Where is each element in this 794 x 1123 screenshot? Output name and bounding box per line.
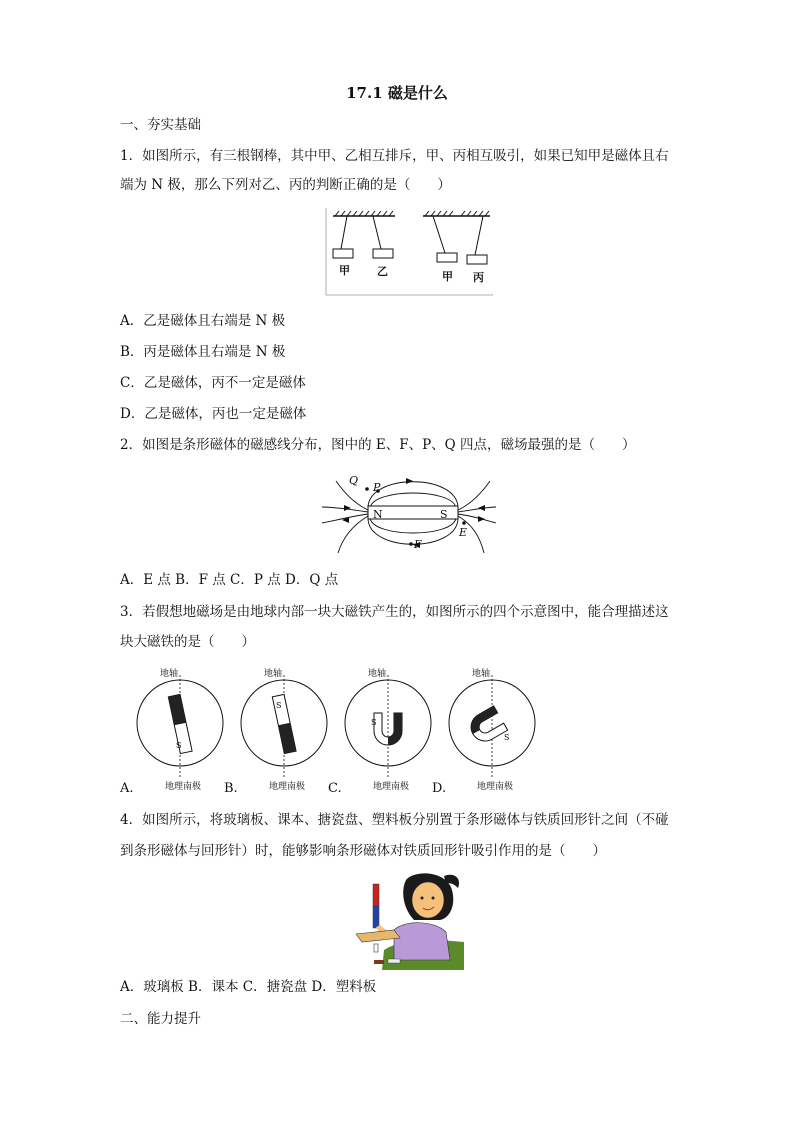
q3-a-axis-label: 地轴 — [160, 669, 179, 679]
q1-label-yi: 乙 — [377, 265, 388, 278]
q1-option-d: D．乙是磁体，丙也一定是磁体 — [120, 406, 307, 422]
question-4-line-1: 4．如图所示，将玻璃板、课本、搪瓷盘、塑料板分别置于条形磁体与铁质回形针之间（不碰 — [120, 812, 669, 828]
q1-label-bing: 丙 — [473, 271, 484, 284]
q2-options: A．E 点 B．F 点 C．P 点 D．Q 点 — [120, 572, 339, 588]
q2-label-e: E — [459, 526, 468, 539]
question-2-line-1: 2．如图是条形磁体的磁感线分布，图中的 E、F、P、Q 四点，磁场最强的是（ ） — [120, 437, 636, 453]
q1-option-c: C．乙是磁体，丙不一定是磁体 — [120, 375, 306, 391]
q2-label-f: F — [414, 538, 422, 551]
q3-d-axis-label: 地轴 — [472, 669, 491, 679]
q3-a-magnet-s: S — [176, 741, 182, 750]
q2-label-q: Q — [349, 474, 359, 487]
question-1-line-1: 1．如图所示，有三根钢棒，其中甲、乙相互排斥，甲、丙相互吸引，如果已知甲是磁体且右 — [120, 148, 669, 164]
q1-label-jia-left: 甲 — [339, 264, 350, 277]
q3-choice-d: D. — [432, 781, 447, 796]
q3-a-south-label: 地理南极 — [165, 782, 202, 792]
q3-choice-a: A. — [120, 781, 134, 796]
page-title: 17.1 磁是什么 — [346, 84, 448, 102]
section-heading-advanced: 二、能力提升 — [120, 1011, 201, 1027]
q3-c-magnet-s: S — [371, 718, 377, 727]
q3-b-axis-label: 地轴 — [264, 669, 283, 679]
q3-figure-row — [118, 661, 558, 801]
question-4-line-2: 到条形磁体与回形针）时，能够影响条形磁体对铁质回形针吸引作用的是（ ） — [120, 843, 606, 859]
question-1-line-2: 端为 N 极，那么下列对乙、丙的判断正确的是（ ） — [120, 177, 451, 193]
q1-option-b: B．丙是磁体且右端是 N 极 — [120, 344, 286, 360]
q3-choice-b: B. — [224, 781, 238, 796]
question-3-line-2: 块大磁铁的是（ ） — [120, 634, 255, 650]
q2-label-n: N — [373, 508, 383, 521]
q3-d-south-label: 地理南极 — [477, 782, 514, 792]
q3-b-magnet-s: S — [276, 701, 282, 710]
q1-option-a: A．乙是磁体且右端是 N 极 — [120, 313, 286, 329]
q4-girl-magnet-illustration — [354, 870, 466, 976]
question-3-line-1: 3．若假想地磁场是由地球内部一块大磁铁产生的，如图所示的四个示意图中，能合理描述这 — [120, 604, 669, 620]
q1-figure — [325, 205, 495, 301]
q2-label-p: P — [373, 481, 381, 494]
q1-label-jia-right: 甲 — [442, 270, 453, 283]
q3-b-south-label: 地理南极 — [269, 782, 306, 792]
q3-c-axis-label: 地轴 — [368, 669, 387, 679]
q4-options: A．玻璃板 B．课本 C．搪瓷盘 D．塑料板 — [120, 979, 377, 995]
q2-label-s: S — [440, 508, 448, 521]
q3-d-magnet-s: S — [504, 733, 510, 742]
q2-field-lines-figure — [318, 463, 498, 562]
q3-c-south-label: 地理南极 — [373, 782, 410, 792]
q3-choice-c: C. — [328, 781, 342, 796]
section-heading-basic: 一、夯实基础 — [120, 117, 201, 133]
